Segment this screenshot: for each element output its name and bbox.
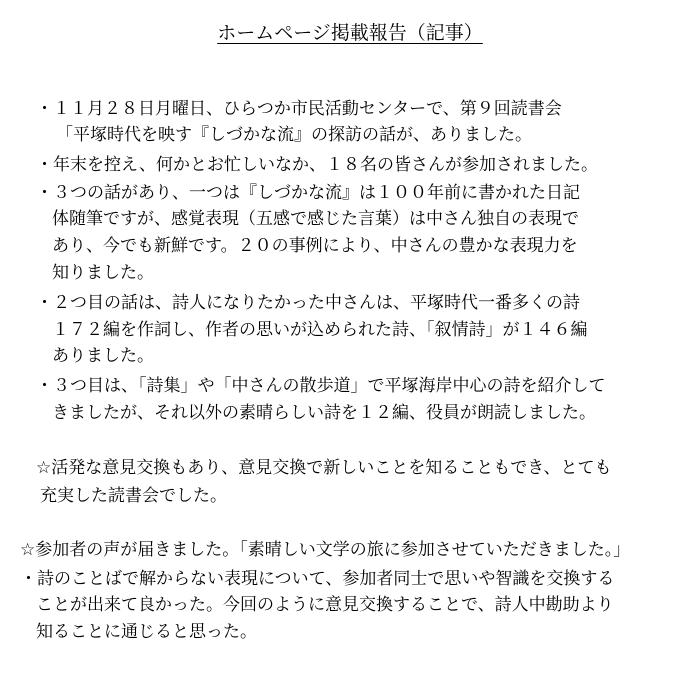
voices-line-3: 知ることに通じると思った。 bbox=[36, 622, 257, 642]
bullet-1-line-1: ・１１月２８日月曜日、ひらつか市民活動センターで、第９回読書会 bbox=[36, 99, 562, 119]
bullet-3-line-1: ・３つの話があり、一つは『しづかな流』は１００年前に書かれた日記 bbox=[36, 183, 580, 203]
voices-line-2: ことが出来て良かった。今回のように意見交換することで、詩人中勘助より bbox=[36, 595, 614, 615]
page-title-text: ホームページ掲載報告（記事） bbox=[217, 22, 483, 44]
voices-line-1: ・詩のことばで解からない表現について、参加者同士で思いや智識を交換する bbox=[20, 569, 615, 589]
page-title bbox=[0, 20, 700, 46]
bullet-4-line-3: ありました。 bbox=[52, 346, 154, 366]
bullet-3-line-3: あり、今でも新鮮です。２０の事例により、中さんの豊かな表現力を bbox=[52, 236, 578, 256]
bullet-5-line-2: きましたが、それ以外の素晴らしい詩を１２編、役員が朗読しました。 bbox=[52, 403, 596, 423]
bullet-4-line-1: ・２つ目の話は、詩人になりたかった中さんは、平塚時代一番多くの詩 bbox=[36, 293, 580, 313]
star-paragraph-line-1: ☆活発な意見交換もあり、意見交換で新しいことを知ることもでき、とても bbox=[36, 458, 612, 478]
star-paragraph-line-2: 充実した読書会でした。 bbox=[40, 486, 227, 506]
voices-heading: ☆参加者の声が届きました。「素晴しい文学の旅に参加させていただきました。」 bbox=[20, 540, 631, 560]
bullet-3-line-2: 体随筆ですが、感覚表現（五感で感じた言葉）は中さん独自の表現で bbox=[52, 209, 579, 229]
bullet-2-line-1: ・年末を控え、何かとお忙しいなか、１８名の皆さんが参加されました。 bbox=[36, 155, 599, 175]
bullet-3-line-4: 知りました。 bbox=[52, 263, 154, 283]
bullet-5-line-1: ・３つ目は、「詩集」や「中さんの散歩道」で平塚海岸中心の詩を紹介して bbox=[36, 376, 606, 396]
bullet-1-line-2: 「平塚時代を映す『しづかな流』の探訪の話が、ありました。 bbox=[56, 125, 532, 145]
bullet-4-line-2: １７２編を作詞し、作者の思いが込められた詩、「叙情詩」が１４６編 bbox=[52, 320, 588, 340]
